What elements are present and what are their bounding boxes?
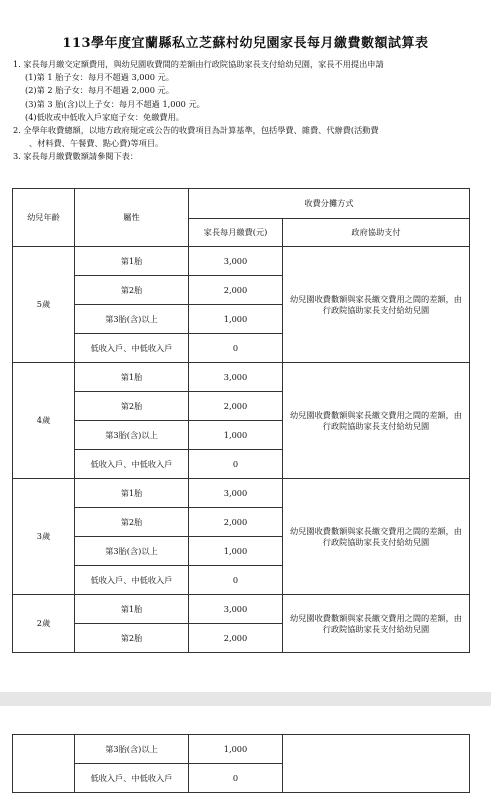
document-page-2 [0,706,491,805]
document-title: 113學年度宜蘭縣私立芝蘇村幼兒園家長每月繳費數額試算表 [62,36,429,51]
attr-cell: 第1胎 [75,363,189,392]
fee-cell: 3,000 [189,595,283,624]
attr-cell: 第1胎 [75,247,189,276]
note-continuation: 、材料費、午餐費、點心費)等項目。 [29,138,164,149]
attr-cell: 第2胎 [75,276,189,305]
header-age: 幼兒年齡 [13,189,75,247]
fee-cell: 0 [189,566,283,595]
note-item: 1. 家長每月繳交定額費用，與幼兒園收費間的差額由行政院協助家長支付給幼兒園，家長不用提出申請 [13,59,384,69]
attr-cell: 第2胎 [75,392,189,421]
attr-cell: 第1胎 [75,595,189,624]
notes-list [13,58,481,164]
table-row [13,247,470,276]
fee-cell: 3,000 [189,247,283,276]
table-row [13,479,470,508]
attr-cell: 第2胎 [75,624,189,653]
header-parent-fee: 家長每月繳費(元) [189,219,283,247]
fee-table-continued [12,734,470,793]
fee-cell: 3,000 [189,363,283,392]
fee-cell: 2,000 [189,392,283,421]
gov-cell: 幼兒園收費數額與家長繳交費用之間的差額，由行政院協助家長支付給幼兒園 [283,363,470,479]
attr-cell: 第2胎 [75,508,189,537]
age-cell: 3歲 [13,479,75,595]
attr-cell: 第3胎(含)以上 [75,735,189,764]
attr-cell: 低收入戶、中低收入戶 [75,450,189,479]
fee-cell: 0 [189,764,283,793]
age-cell: 5歲 [13,247,75,363]
note-item: 2. 全學年收費總額，以地方政府規定或公告的收費項目為計算基準，包括學費、雜費、代辦費(活動費 [13,125,379,136]
attr-cell: 第3胎(含)以上 [75,305,189,334]
fee-cell: 1,000 [189,537,283,566]
gov-cell-empty [283,735,470,793]
page-separator [0,692,491,706]
table-row [13,735,470,764]
gov-cell: 幼兒園收費數額與家長繳交費用之間的差額，由行政院協助家長支付給幼兒園 [283,247,470,363]
fee-cell: 0 [189,450,283,479]
fee-cell: 2,000 [189,624,283,653]
attr-cell: 低收入戶、中低收入戶 [75,334,189,363]
fee-cell: 0 [189,334,283,363]
fee-cell: 1,000 [189,305,283,334]
attr-cell: 低收入戶、中低收入戶 [75,764,189,793]
fee-cell: 2,000 [189,276,283,305]
table-row [13,595,470,624]
note-item: 3. 家長每月繳費數額請參閱下表： [13,151,139,162]
note-subitem: (2)第 2 胎子女：每月不超過 2,000 元。 [25,85,174,96]
age-cell: 4歲 [13,363,75,479]
gov-cell: 幼兒園收費數額與家長繳交費用之間的差額，由行政院協助家長支付給幼兒園 [283,479,470,595]
attr-cell: 第3胎(含)以上 [75,537,189,566]
note-subitem: (3)第 3 胎(含)以上子女：每月不超過 1,000 元。 [25,98,205,109]
header-attr: 屬性 [75,189,189,247]
note-subitem: (4)低收或中低收入戶家庭子女：免繳費用。 [25,111,184,122]
note-subitem: (1)第 1 胎子女：每月不超過 3,000 元。 [25,72,174,83]
attr-cell: 第3胎(含)以上 [75,421,189,450]
gov-cell: 幼兒園收費數額與家長繳交費用之間的差額，由行政院協助家長支付給幼兒園 [283,595,470,653]
fee-cell: 1,000 [189,421,283,450]
fee-cell: 1,000 [189,735,283,764]
age-cell: 2歲 [13,595,75,653]
age-cell-empty [13,735,75,793]
header-gov: 政府協助支付 [283,219,470,247]
fee-table [12,188,470,653]
attr-cell: 低收入戶、中低收入戶 [75,566,189,595]
fee-cell: 2,000 [189,508,283,537]
header-split: 收費分攤方式 [189,189,470,219]
table-row [13,363,470,392]
attr-cell: 第1胎 [75,479,189,508]
fee-cell: 3,000 [189,479,283,508]
